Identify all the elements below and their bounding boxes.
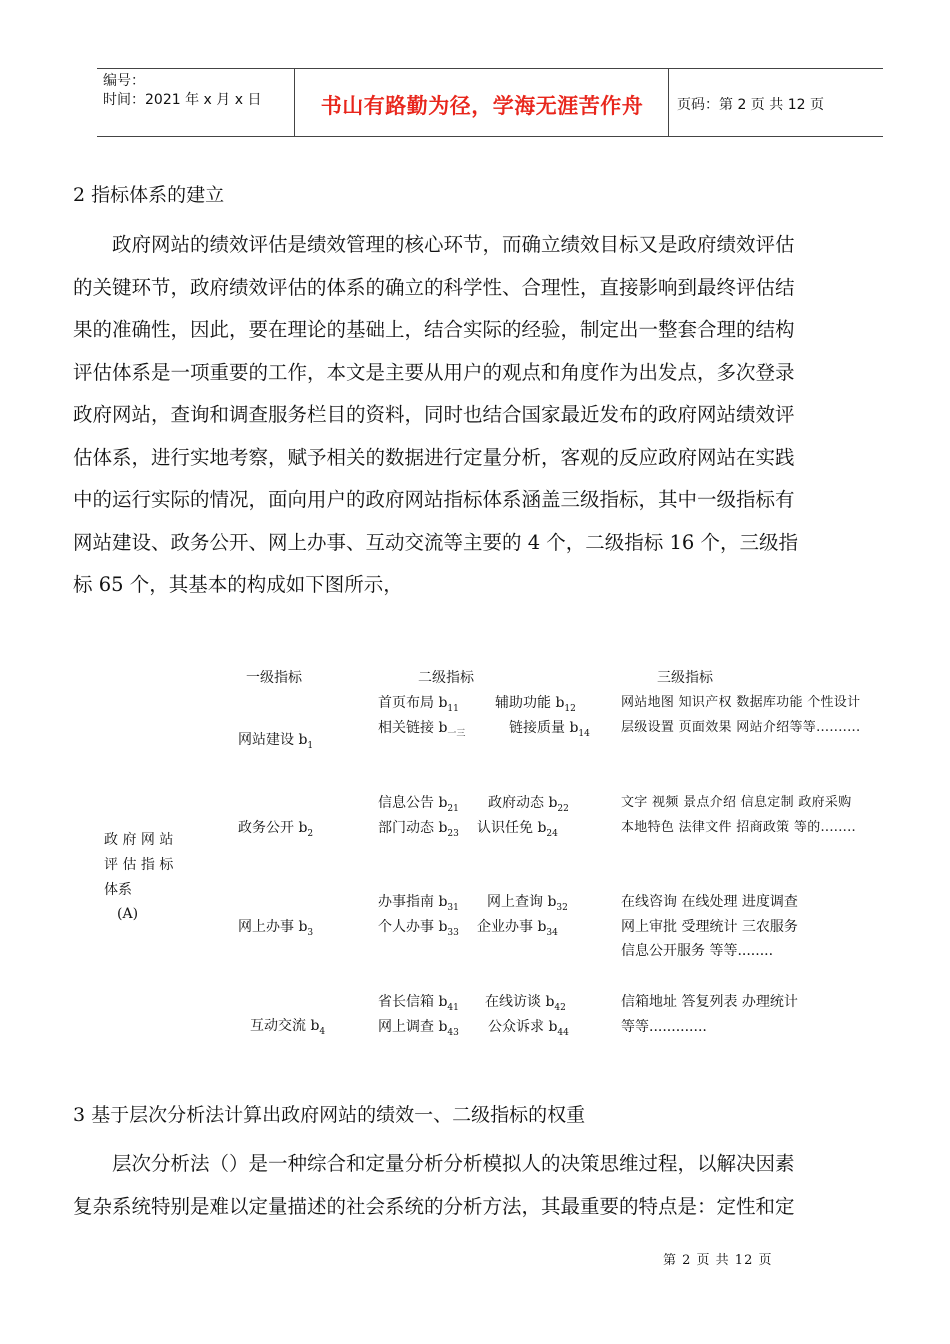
document-time: 时间：2021 年 x 月 x 日 xyxy=(103,92,262,108)
level3-indicators: 信箱地址 答复列表 办理统计 xyxy=(621,994,798,1010)
paragraph-line: 评估体系是一项重要的工作，本文是主要从用户的观点和角度作为出发点，多次登录 xyxy=(73,360,795,384)
header-top-rule xyxy=(97,68,883,69)
section-3-heading: 3 基于层次分析法计算出政府网站的绩效一、二级指标的权重 xyxy=(73,1104,586,1126)
level2-indicator: 网上调查 $b_{43}$ xyxy=(378,1019,459,1038)
root-label-line: 体系 xyxy=(104,882,132,898)
level2-indicator: 部门动态 $b_{23}$ xyxy=(378,820,459,839)
col-header-level3: 三级指标 xyxy=(657,670,713,686)
header-page-number: 页码：第 2 页 共 12 页 xyxy=(677,97,824,113)
level1-indicator: 网站建设 $b_1$ xyxy=(238,732,314,751)
page-footer: 第 2 页 共 12 页 xyxy=(663,1253,773,1268)
paragraph-line: 果的准确性，因此，要在理论的基础上，结合实际的经验，制定出一整套合理的结构 xyxy=(73,318,795,341)
level1-indicator: 政务公开 $b_2$ xyxy=(238,820,314,839)
paragraph-line: 估体系，进行实地考察，赋予相关的数据进行定量分析，客观的反应政府网站在实践 xyxy=(73,445,795,469)
header-divider-2 xyxy=(668,68,669,136)
level3-indicators: 文字 视频 景点介绍 信息定制 政府采购 xyxy=(621,795,852,810)
root-label-line: (A) xyxy=(117,906,139,922)
header-motto: 书山有路勤为径，学海无涯苦作舟 xyxy=(320,94,644,118)
header-divider-1 xyxy=(294,68,295,136)
level2-indicator: 办事指南 $b_{31}$ xyxy=(378,894,459,913)
level1-indicator: 互动交流 $b_4$ xyxy=(250,1018,326,1037)
level3-indicators: 层级设置 页面效果 网站介绍等等.......... xyxy=(621,720,861,735)
level2-indicator: 政府动态 $b_{22}$ xyxy=(488,795,569,814)
level3-indicators: 本地特色 法律文件 招商政策 等的........ xyxy=(621,820,856,835)
level2-indicator: 公众诉求 $b_{44}$ xyxy=(488,1019,569,1038)
level2-indicator: 辅助功能 $b_{12}$ xyxy=(495,695,576,714)
level2-indicator: 信息公告 $b_{21}$ xyxy=(378,795,459,814)
level2-indicator: 在线访谈 $b_{42}$ xyxy=(485,994,566,1013)
level3-indicators: 网上审批 受理统计 三农服务 xyxy=(621,919,798,935)
paragraph-line: 的关键环节，政府绩效评估的体系的确立的科学性、合理性，直接影响到最终评估结 xyxy=(73,275,795,299)
level2-indicator: 企业办事 $b_{34}$ xyxy=(477,919,558,938)
paragraph-line: 政府网站，查询和调查服务栏目的资料，同时也结合国家最近发布的政府网站绩效评 xyxy=(73,403,795,426)
level2-indicator: 个人办事 $b_{33}$ xyxy=(378,919,459,938)
document-number: 编号： xyxy=(103,73,145,89)
col-header-level2: 二级指标 xyxy=(418,670,474,686)
level2-indicator: 链接质量 $b_{14}$ xyxy=(509,720,590,739)
level2-indicator: 认识任免 $b_{24}$ xyxy=(477,820,558,839)
level2-indicator: 网上查询 $b_{32}$ xyxy=(487,894,568,913)
paragraph-line: 政府网站的绩效评估是绩效管理的核心环节，而确立绩效目标又是政府绩效评估 xyxy=(73,233,795,256)
header-meta xyxy=(103,72,261,110)
root-label-line: 评 估 指 标 xyxy=(104,857,174,873)
section-2-body xyxy=(73,224,907,607)
level1-indicator: 网上办事 $b_3$ xyxy=(238,919,314,938)
level3-indicators: 信息公开服务 等等........ xyxy=(621,943,774,959)
level3-indicators: 网站地图 知识产权 数据库功能 个性设计 xyxy=(621,695,861,710)
level2-indicator: 相关链接 $b_{一三}$ xyxy=(378,720,466,739)
root-label-line: 政 府 网 站 xyxy=(104,832,174,848)
paragraph-line: 网站建设、政务公开、网上办事、互动交流等主要的 4 个，二级指标 16 个，三级指 xyxy=(73,530,799,554)
col-header-level1: 一级指标 xyxy=(246,670,302,686)
level2-indicator: 首页布局 $b_{11}$ xyxy=(378,695,459,714)
section-3-body xyxy=(73,1143,907,1228)
level2-indicator: 省长信箱 $b_{41}$ xyxy=(378,994,459,1013)
paragraph-line: 层次分析法（）是一种综合和定量分析分析模拟人的决策思维过程，以解决因素 xyxy=(73,1152,795,1175)
paragraph-line: 标 65 个，其基本的构成如下图所示， xyxy=(73,573,403,596)
section-2-heading: 2 指标体系的建立 xyxy=(73,184,225,206)
paragraph-line: 复杂系统特别是难以定量描述的社会系统的分析方法，其最重要的特点是：定性和定 xyxy=(73,1194,795,1218)
header-bottom-rule xyxy=(97,136,883,137)
level3-indicators: 在线咨询 在线处理 进度调查 xyxy=(621,894,798,910)
paragraph-line: 中的运行实际的情况，面向用户的政府网站指标体系涵盖三级指标，其中一级指标有 xyxy=(73,488,795,511)
level3-indicators: 等等............. xyxy=(621,1019,707,1035)
